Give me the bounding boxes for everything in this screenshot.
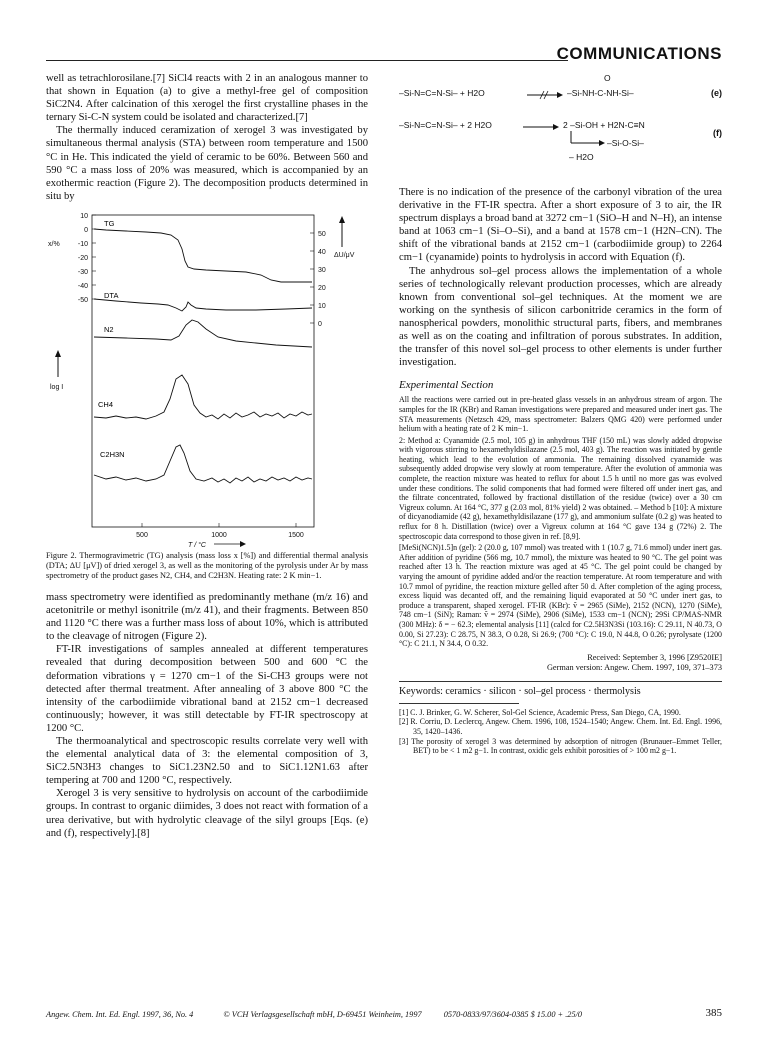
paragraph: FT-IR investigations of samples annealed at different temperatures revealed that during decomposition between 500 and 600 °C the deformation vibrations γ = 1270 cm−1 of the Si-CH3 groups were not detected after thermal treatment. After annealing of 3 above 800 °C the intensity of the carbodiimide vibrational band at 2152 cm−1 decreased continuously; however, it was still detectable by FT-IR spectroscopy at 1200 °C. <box>46 644 368 734</box>
log-axis-label: log I <box>50 383 64 391</box>
left-tick: -40 <box>77 282 88 290</box>
left-tick: 0 <box>84 226 88 234</box>
x-tick: 500 <box>136 531 148 539</box>
paragraph: mass spectrometry were identified as predominantly methane (m/z 16) and acetonitrile or methyl isonitrile (m/z 41), and their fragments. Between 850 and 1120 °C there was a further mass loss of about 10%, which is attributed to the cleavage of nitrogen (Figure 2). <box>46 591 368 643</box>
paragraph: The anhydrous sol–gel process allows the implementation of a whole series of technologically relevant production processes, which are already known from conventional sol–gel techniques. At the moment we are working on the synthesis of silicon carbonitride ceramics in the form of nanospherical powders, monolithic structural parts, fibers, and membranes as well as on the coating and infiltration of porous substrates. In addition, the transfer of this novel sol–gel process to other elements is under further investigation. <box>399 265 722 369</box>
right-axis <box>310 216 355 328</box>
equation-f-water: – H2O <box>569 152 594 162</box>
x-axis-label: T / °C <box>188 541 206 549</box>
paragraph: The thermally induced ceramization of xerogel 3 was investigated by simultaneous thermal analysis (STA) between room temperature and 1500 °C in He. This indicated the yield of ceramic to be 60%. Between 560 and 590 °C a mass loss of 20% was measured, which is accompanied by an exothermic reaction (Figure 2). The decomposition products determined in situ by <box>46 125 368 202</box>
tg-curve <box>94 229 312 282</box>
log-axis <box>50 350 63 391</box>
left-tick: -10 <box>77 240 88 248</box>
figure-2-plot <box>46 209 368 549</box>
right-tick: 0 <box>318 320 322 328</box>
left-axis <box>48 213 96 304</box>
equation-f-products: 2 –Si-OH + H2N-C≡N <box>563 120 645 130</box>
keywords-rule <box>399 681 722 682</box>
equation-f-siloxane: –Si-O-Si– <box>607 138 644 148</box>
keywords: Keywords: ceramics · silicon · sol–gel process · thermolysis <box>399 685 641 697</box>
page-number: 385 <box>705 1007 722 1019</box>
c2h3n-curve <box>94 445 312 483</box>
reference: [1] C. J. Brinker, G. W. Scherer, Sol-Gel Science, Academic Press, San Diego, CA, 1990. <box>399 707 681 717</box>
received-date: Received: September 3, 1996 [Z9520IE] <box>587 652 722 662</box>
reaction-arrow <box>521 122 561 132</box>
tg-label: TG <box>104 218 115 228</box>
reference: [3] The porosity of xerogel 3 was determined by adsorption of nitrogen (Brunauer–Emmet Teller, BET) to be < 1 m2 g−1. In contrast, oxidic gels exhibit porosities of > 100 m2 g−1. <box>399 736 722 756</box>
equation-e-reactants: –Si-N=C=N-Si– + H2O <box>399 88 485 98</box>
condensation-arrow <box>569 131 609 149</box>
footer-issn: 0570-0833/97/3604-0385 $ 15.00 + .25/0 <box>443 1010 583 1019</box>
c2h3n-label: C2H3N <box>100 449 125 459</box>
n2-curve <box>94 320 312 347</box>
left-tick: -20 <box>77 254 88 262</box>
right-tick: 50 <box>318 230 326 238</box>
right-tick: 30 <box>318 266 326 274</box>
paragraph: Xerogel 3 is very sensitive to hydrolysis on account of the carbodiimide groups. In contrast to organic diimides, 3 does not react with formation of a urea derivative, but with hydrolytic cleavage of the silyl groups [Eqs. (e) and (f), respectively].[8] <box>46 788 368 839</box>
paragraph: The thermoanalytical and spectroscopic results correlate very well with the elemental analytical data of 3: the elemental composition of 3, SiC2.5N3H3 changes to SiC1.23N2.50 and to SiC1.12N1.63 after tempering at 700 and 1200 °C, respectively. <box>46 735 368 787</box>
header-rule <box>46 60 568 61</box>
x-tick: 1000 <box>211 531 227 539</box>
paragraph: There is no indication of the presence of the carbonyl vibration of the urea derivative in the FT-IR spectra. After a short exposure of 3 to air, the IR spectrum displays a broad band at 3272 cm−1 (SiO–H and N–H), an intense band at 1063 cm−1 (Si–O–Si), and a band at 1578 cm−1 (H2N–CN). The shift of the vibrational bands at 2152 cm−1 (carbodiimide group) to 2264 cm−1 (cyanamide) points to hydrolysis in accord with Equation (f). <box>399 187 722 264</box>
left-column <box>46 72 368 840</box>
footer-publisher: © VCH Verlagsgesellschaft mbH, D-69451 Weinheim, 1997 <box>223 1010 422 1019</box>
equation-f-label: (f) <box>713 128 722 138</box>
equation-e-oxygen: O <box>604 73 611 83</box>
equation-e <box>399 72 722 112</box>
paragraph: well as tetrachlorosilane.[7] SiCl4 reacts with 2 in an analogous manner to that shown in Equation (a) to give a methyl-free gel of composition SiC2N4. After calcination of this xerogel the first crystalline phases in the ternary Si-C-N system could be isolated and characterized.[7] <box>46 73 368 124</box>
right-tick: 40 <box>318 248 326 256</box>
dta-label: DTA <box>104 290 119 300</box>
footer-journal: Angew. Chem. Int. Ed. Engl. 1997, 36, No. 4 <box>46 1010 194 1019</box>
left-axis-label: x/% <box>48 240 60 248</box>
equation-f <box>399 112 722 172</box>
right-tick: 20 <box>318 284 326 292</box>
equation-f-reactants: –Si-N=C=N-Si– + 2 H2O <box>399 120 492 130</box>
page-footer <box>46 1007 722 1019</box>
equation-e-product: –Si-NH-C-NH-Si– <box>567 88 634 98</box>
left-tick: 10 <box>80 212 88 220</box>
right-tick: 10 <box>318 302 326 310</box>
section-title: COMMUNICATIONS <box>556 44 722 63</box>
ch4-curve <box>94 375 312 419</box>
experimental-heading: Experimental Section <box>399 379 494 392</box>
ch4-label: CH4 <box>98 399 114 409</box>
experimental-paragraph: All the reactions were carried out in pre-heated glass vessels in an anhydrous stream of argon. The samples for the IR (KBr) and Raman investigations were prepared and measured under inert gas. The STA measurements (Netzsch 429, mass spectrometer: Balzers QMG 420) were performed under helium with a heating rate of 2 K min−1. <box>399 395 722 434</box>
n2-label: N2 <box>104 324 114 334</box>
german-version: German version: Angew. Chem. 1997, 109, 371–373 <box>546 662 722 672</box>
figure-caption: Figure 2. Thermogravimetric (TG) analysis (mass loss x [%]) and differential thermal analysis (DTA; ΔU [μV]) of dried xerogel 3, as well as the monitoring of the pyrolysis under Ar by mass spectrometry of the product gases N2, CH4, and C2H3N. Heating rate: 2 K min−1. <box>46 550 368 580</box>
references-rule <box>399 703 519 704</box>
dta-curve <box>94 299 312 311</box>
x-tick: 1500 <box>288 531 304 539</box>
left-tick: -50 <box>77 296 88 304</box>
right-axis-label: ΔU/μV <box>334 251 355 259</box>
reference: [2] R. Corriu, D. Leclercq, Angew. Chem. 1996, 108, 1524–1540; Angew. Chem. Int. Ed. Engl. 1996, 35, 1420–1436. <box>399 717 722 736</box>
figure-2 <box>46 209 368 549</box>
no-reaction-arrow <box>525 90 565 100</box>
experimental-paragraph: 2: Method a: Cyanamide (2.5 mol, 105 g) in anhydrous THF (150 mL) was slowly added dropwise with vigorous stirring to hexamethyldisilazane (2.5 mol, 403 g). The reaction was initiated by gentle heating, which lead to the evolution of ammonia. The remaining dissolved cyanamide was subsequently added dropwise very slowly at room temperature. After the evolution of ammonia was complete, the reaction mixture was heated to reflux for about 1.5 h until no more gas was evolved under these conditions. The solid components that had formed were filtered off under inert gas, and the filtrate concentrated, followed by fractional distillation of the residue (twice) over a 30 cm Vigreux column. At 164 °C, 377 g (2.03 mol, 81% yield) 2 was obtained. – Method b [10]: A mixture of dicyanodiamide (42 g), hexamethyldisilazane (177 g), and ammonium sulfate (0.2 g) was heated to reflux for 8 h. Distillation (twice) over a Vigreux column at 164 °C gave 134 g (72%) 2. The spectroscopic data correspond to those given in ref. [8,9]. <box>399 435 722 541</box>
equation-e-label: (e) <box>711 88 722 98</box>
experimental-paragraph: [MeSi(NCN)1.5]n (gel): 2 (20.0 g, 107 mmol) was treated with 1 (10.7 g, 71.6 mmol) under inert gas. After addition of pyridine (566 mg, 10.7 mmol), the mixture was heated to 90 °C. The gel point was reached after 13 h. The reaction mixture was aged at 45 °C. The gel point could be changed by varying the amount of pyridine added and/or the reaction temperature. At room temperature and with 10.7 mmol of pyridine, the reaction mixture gelled after 50 d. After completion of the aging process, excess liquid was decanted off, and the remaining liquid evaporated at 50 °C under inert gas, to produce a transparent, shaped xerogel. FT-IR (KBr): ṽ = 2965 (SiMe), 2152 (NCN), 1270 (SiMe), 748 cm−1 (SiN); Raman: ṽ = 2974 (SiMe), 2906 (SiMe), 1533 cm−1 (NCN); 29Si CP/MAS-NMR (300 MHz): δ = − 62.3; elemental analysis [11] (calcd for C2.5H3N3Si (103.16): C 29.11, N 40.73, O 0.00, Si 27.23): C 28.75, N 38.3, O 0.28, Si 26.9; (700 °C): C 19.0, N 44.8, O 0.26; pyrolysate (1200 °C): C 21.1, N 34.4, O 0.32. <box>399 543 722 649</box>
right-column <box>399 72 722 756</box>
left-tick: -30 <box>77 268 88 276</box>
